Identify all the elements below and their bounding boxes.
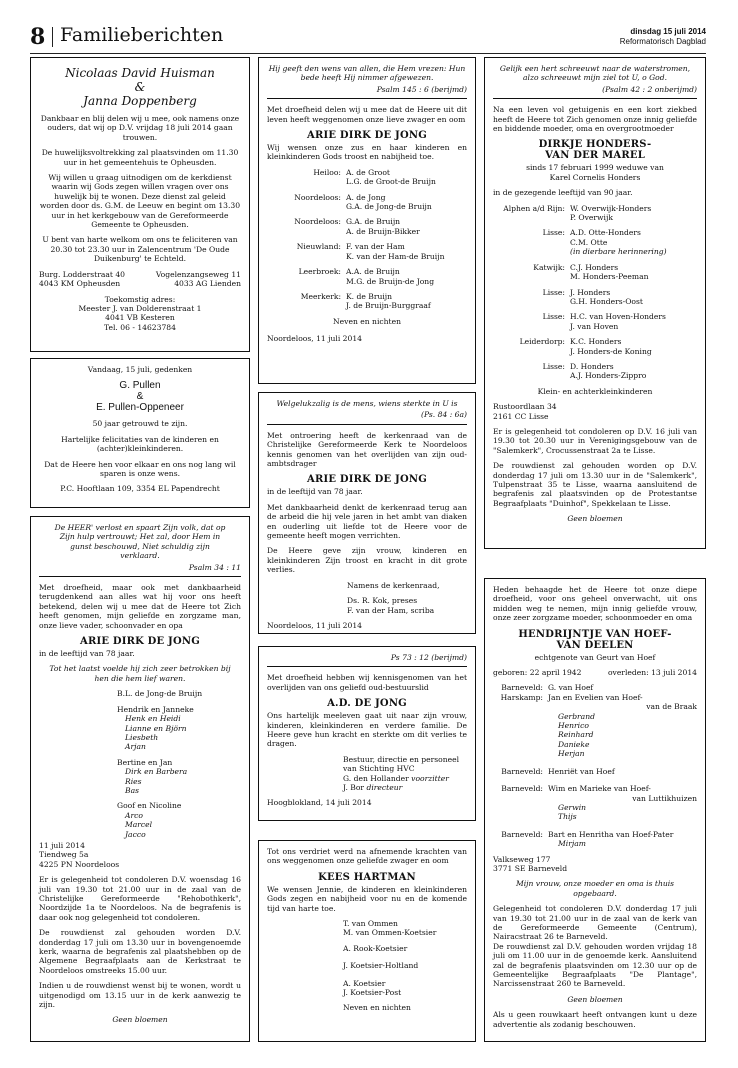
family-address bbox=[39, 841, 241, 869]
anniversary-text-2: Hartelijke felicitaties van de kinderen en (achter)kleinkinderen. bbox=[61, 434, 219, 454]
address-street: Rustoordlaan 34 bbox=[493, 402, 557, 412]
relative-name: T. van Ommen bbox=[343, 919, 398, 929]
relatives-list bbox=[343, 919, 467, 1013]
grandchild: Ries bbox=[125, 776, 142, 786]
wedding-text-4: U bent van harte welkom om ons te feliciteren van 20.30 tot 23.30 uur in Zalencentrum 'De Oude Duikenburg' te Echteld. bbox=[42, 235, 238, 264]
grandchildren-signature: Klein- en achterkleinkinderen bbox=[537, 386, 653, 396]
relative-name: K. van der Ham-de Bruijn bbox=[346, 251, 445, 261]
relative-row bbox=[493, 683, 697, 692]
condolence-info: Er is gelegenheid tot condoleren D.V. woensdag 16 juli van 19.30 tot 21.00 uur in de zaal van de Christelijke Gereformeerde "Rehobothkerk", Noordzijde 1a te Noordeloos. Na de begrafenis is daar ook nog gelegenheid tot condoleren. bbox=[39, 875, 241, 922]
obituary-ad-de-jong bbox=[258, 646, 476, 821]
relative-name: D. Honders bbox=[570, 361, 614, 371]
psalm-quote: Hij geeft den wens van allen, die Hem vrezen: Hun bede heeft Hij nimmer afgewezen. bbox=[268, 64, 466, 83]
relative-row bbox=[493, 693, 697, 759]
wedding-text-3: Wij willen u graag uitnodigen om de kerkdienst waarin wij Gods zegen willen vragen over ons huwelijk bij te wonen. Deze dienst zal geleid worden door ds. G.M. de Leeuw en begint om 13.30 uur in het kerkgebouw van de Gereformeerde Gemeente te Opheusden. bbox=[39, 173, 241, 230]
obituary-de-jong-family bbox=[30, 516, 250, 1042]
psalm-quote: Gelijk een hert schreeuwt naar de waterstromen, alzo schreeuwt mijn ziel tot U, o God. bbox=[499, 64, 691, 83]
grandchild: Thijs bbox=[558, 812, 577, 822]
deceased-name: ARIE DIRK DE JONG bbox=[80, 636, 200, 648]
deceased-name: A.D. DE JONG bbox=[327, 698, 407, 710]
future-address-city: 4041 VB Kesteren bbox=[105, 313, 175, 323]
relative-name: van de Braak bbox=[646, 702, 697, 712]
relative-place: Nieuwland: bbox=[296, 242, 341, 252]
relative-name: J. Honders-de Koning bbox=[570, 346, 652, 356]
relative-name: G.A. de Bruijn bbox=[346, 217, 401, 227]
relative-place: Heiloo: bbox=[313, 167, 341, 177]
relative-place: Lisse: bbox=[542, 287, 565, 297]
relative-name: Wim en Marieke van Hoef- bbox=[548, 784, 651, 794]
relative-name: M.G. de Bruijn-de Jong bbox=[346, 276, 435, 286]
relative-place: Barneveld: bbox=[501, 766, 543, 776]
quote-rule bbox=[39, 576, 241, 577]
groom-name: Nicolaas David Huisman bbox=[65, 66, 215, 80]
relative-row bbox=[267, 193, 444, 212]
funeral-info: De rouwdienst zal gehouden worden op D.V. donderdag 17 juli om 13.30 uur in de "Salemkerk", Tulpenstraat 35 te Lisse, waarna aansluitend de begrafenis zal plaatsvinden op de Protestantse Begraafplaats "Duinhof", Spekkelaan te Lisse. bbox=[493, 461, 697, 508]
relative-name: C.J. Honders bbox=[570, 262, 619, 272]
cousins-signature: Neven en nichten bbox=[343, 1003, 411, 1013]
life-dates bbox=[493, 668, 697, 677]
widow-name: B.L. de Jong-de Bruijn bbox=[117, 689, 203, 699]
relative-name: F. van der Ham bbox=[346, 242, 405, 252]
relative-name: A. de Bruijn-Bikker bbox=[346, 226, 420, 236]
ampersand: & bbox=[134, 80, 146, 94]
address-city: 3771 SE Barneveld bbox=[493, 863, 568, 873]
relative-row bbox=[493, 288, 667, 307]
relative-row bbox=[493, 312, 667, 331]
future-address-phone: Tel. 06 - 14623784 bbox=[104, 322, 176, 332]
relative-name: A.A. de Bruijn bbox=[346, 267, 400, 277]
family-list bbox=[117, 689, 241, 839]
newspaper-name: Reformatorisch Dagblad bbox=[619, 37, 706, 46]
relative-place: Noordeloos: bbox=[294, 192, 341, 202]
deceased-name-line-2: VAN DER MAREL bbox=[545, 150, 645, 162]
page-number: 8 bbox=[30, 24, 46, 50]
obituary-text-1: Tot ons verdriet werd na afnemende krachten van ons weggenomen onze geliefde zwager en oom bbox=[267, 847, 467, 866]
relative-name: G.A. de Jong-de Bruijn bbox=[346, 202, 432, 212]
place-date: Noordeloos, 11 juli 2014 bbox=[267, 334, 362, 344]
address-right-street: Vogelenzangseweg 11 bbox=[155, 269, 241, 279]
obituary-de-jong-siblings bbox=[258, 57, 476, 384]
relative-name: K.C. Honders bbox=[570, 337, 622, 347]
quote-rule bbox=[267, 98, 467, 99]
grandchild: Liesbeth bbox=[125, 732, 159, 742]
relative-place: Harskamp: bbox=[500, 692, 543, 702]
family-address bbox=[493, 402, 697, 421]
no-flowers: Geen bloemen bbox=[112, 1015, 168, 1025]
family-children-3 bbox=[125, 811, 241, 839]
spouse-line: echtgenote van Geurt van Hoef bbox=[534, 652, 656, 662]
obituary-hartman bbox=[258, 840, 476, 1042]
anniversary-announcement bbox=[30, 358, 250, 508]
psalm-reference: Ps 73 : 12 (berijmd) bbox=[390, 653, 467, 662]
relative-place: Barneveld: bbox=[501, 829, 543, 839]
grandchild: Herjan bbox=[558, 749, 585, 759]
age-line: in de gezegende leeftijd van 90 jaar. bbox=[493, 188, 633, 198]
obituary-text-1: Met droefheid hebben wij kennisgenomen van het overlijden van ons geliefd oud-bestuurslid bbox=[267, 673, 467, 692]
psalm-quote: Welgelukzalig is de mens, wiens sterkte in U is bbox=[276, 399, 458, 408]
family-address bbox=[493, 855, 697, 874]
signer-role: voorzitter bbox=[411, 773, 449, 783]
signature-line: Ds. R. Kok, preses bbox=[347, 596, 418, 606]
late-husband: Karel Cornelis Honders bbox=[549, 172, 641, 182]
funeral-info: De rouwdienst zal gehouden worden D.V. donderdag 17 juli om 13.30 uur in bovengenoemde kerk, waarna de begrafenis zal plaatshebben op de Algemene Begraafplaats aan de Kerkstraat te Noordeloos omstreeks 15.00 uur. bbox=[39, 928, 241, 975]
family-head-1: Hendrik en Janneke bbox=[117, 704, 194, 714]
obituary-text-1: Heden behaagde het de Heere tot onze diepe droefheid, voor ons geheel onverwacht, uit ons midden weg te nemen, mijn innig geliefde vrouw, onze zeer zorgzame moeder, schoonmoeder en oma bbox=[493, 585, 697, 623]
relative-row bbox=[493, 784, 697, 822]
obituary-van-hoef bbox=[484, 578, 706, 1042]
remembrance-line: Tot het laatst voelde hij zich zeer betrokken bij hen die hem lief waren. bbox=[49, 664, 231, 683]
relative-row bbox=[493, 204, 667, 223]
obituary-honders bbox=[484, 57, 706, 549]
obituary-de-jong-church bbox=[258, 392, 476, 634]
quote-rule bbox=[493, 98, 697, 99]
family-head-2: Bertine en Jan bbox=[117, 757, 173, 767]
no-flowers: Geen bloemen bbox=[567, 514, 623, 524]
signer-name: G. den Hollander bbox=[343, 773, 412, 783]
future-address bbox=[39, 295, 241, 333]
address-city: 2161 CC Lisse bbox=[493, 411, 549, 421]
no-flowers: Geen bloemen bbox=[567, 994, 623, 1004]
relative-name: A. de Jong bbox=[346, 192, 386, 202]
relative-name: A. de Groot bbox=[346, 167, 390, 177]
relative-name: A.J. Honders-Zippro bbox=[570, 371, 647, 381]
wedding-text-1: Dankbaar en blij delen wij u mee, ook namens onze ouders, dat wij op D.V. vrijdag 18 juli 2014 gaan trouwen. bbox=[40, 114, 240, 142]
deceased-name: ARIE DIRK DE JONG bbox=[307, 130, 427, 142]
grandchild: Danieke bbox=[558, 739, 590, 749]
anniversary-address: P.C. Hooftlaan 109, 3354 EL Papendrecht bbox=[60, 484, 220, 494]
signature-line: van Stichting HVC bbox=[343, 764, 415, 774]
grandchild: Henk en Heidi bbox=[125, 714, 181, 724]
obituary-text-1: Met ontroering heeft de kerkenraad van de Christelijke Gereformeerde Kerk te Noordeloos kennis genomen van het overlijden van zijn oud-ambtsdrager bbox=[267, 430, 467, 469]
relative-place: Alphen a/d Rijn: bbox=[503, 203, 565, 213]
issue-date: dinsdag 15 juli 2014 bbox=[630, 27, 706, 36]
family-head-3: Goof en Nicoline bbox=[117, 801, 182, 811]
grandchild: Arjan bbox=[125, 742, 146, 752]
relative-name: W. Overwijk-Honders bbox=[570, 203, 652, 213]
relative-place: Katwijk: bbox=[533, 262, 565, 272]
family-children-2 bbox=[125, 767, 241, 795]
grandchild: Reinhard bbox=[558, 730, 594, 740]
relative-row bbox=[267, 168, 444, 187]
obituary-text-1: Na een leven vol getuigenis en een kort ziekbed heeft de Heere tot Zich genomen onze innig geliefde en biddende moeder, oma en overgrootmoeder bbox=[493, 105, 697, 134]
anniversary-text-1: 50 jaar getrouwd te zijn. bbox=[92, 419, 188, 429]
deceased-name-line-2: VAN DEELEN bbox=[556, 639, 634, 651]
relative-name: L.G. de Groot-de Bruijn bbox=[346, 177, 436, 187]
grandchild: Marcel bbox=[125, 820, 153, 830]
obituary-text-1: Met droefheid delen wij u mee dat de Heere uit dit leven heeft weggenomen onze lieve zwager en oom bbox=[267, 105, 467, 124]
relative-name: J. de Bruijn-Burggraaf bbox=[346, 301, 431, 311]
relative-row bbox=[267, 292, 444, 311]
relative-name: M. Honders-Peeman bbox=[570, 272, 649, 282]
signer-role: directeur bbox=[366, 783, 403, 793]
psalm-reference: Psalm 145 : 6 (berijmd) bbox=[376, 84, 467, 94]
relative-row bbox=[267, 217, 444, 236]
address-street: Tiendweg 5a bbox=[39, 850, 89, 860]
relative-place: Leerbroek: bbox=[298, 267, 341, 277]
widow-since: sinds 17 februari 1999 weduwe van bbox=[526, 163, 664, 173]
address-left-city: 4043 KM Opheusden bbox=[39, 279, 121, 289]
relative-row bbox=[493, 228, 667, 256]
relative-row bbox=[493, 767, 697, 776]
bride-name: Janna Doppenberg bbox=[83, 94, 197, 108]
anniversary-intro: Vandaag, 15 juli, gedenken bbox=[87, 365, 193, 374]
grandchild: Gerbrand bbox=[558, 711, 595, 721]
age-line: in de leeftijd van 78 jaar. bbox=[267, 487, 363, 497]
obituary-text-3: De Heere geve zijn vrouw, kinderen en kleinkinderen Zijn troost en kracht in dit grote verlies. bbox=[267, 546, 467, 575]
relative-place: Lisse: bbox=[542, 228, 565, 238]
family-children-1 bbox=[125, 714, 241, 752]
quote-rule bbox=[267, 424, 467, 425]
psalm-reference: Psalm 34 : 11 bbox=[188, 562, 241, 572]
future-address-label: Toekomstig adres: bbox=[104, 294, 176, 304]
relative-name: G.H. Honders-Oost bbox=[570, 296, 643, 306]
mourning-card-note: Als u geen rouwkaart heeft ontvangen kunt u deze advertentie als zodanig beschouwen. bbox=[493, 1010, 697, 1029]
relative-name: H.C. van Hoven-Honders bbox=[570, 312, 666, 322]
service-info: Indien u de rouwdienst wenst bij te wonen, wordt u uitgenodigd om 13.15 uur in de kerk aanwezig te zijn. bbox=[39, 981, 241, 1010]
council-signature bbox=[347, 581, 467, 615]
relative-name: A. Koetsier bbox=[343, 978, 386, 988]
relative-name: Bart en Henritha van Hoef-Pater bbox=[548, 829, 674, 839]
address-left-street: Burg. Lodderstraat 40 bbox=[39, 269, 126, 279]
quote-rule bbox=[267, 666, 467, 667]
relatives-table bbox=[493, 204, 667, 381]
grandchildren bbox=[558, 712, 697, 759]
signer-name: J. Bor bbox=[343, 783, 367, 793]
obituary-text-1: Met droefheid, maar ook met dankbaarheid terugdenkend aan alles wat hij voor ons heeft betekend, delen wij u mee dat de Heere tot Zich heeft genomen, mijn geliefde en zorgzame man, onze lieve vader, schoonvader en opa bbox=[39, 583, 241, 630]
relative-row bbox=[493, 263, 667, 282]
relative-name: Henriët van Hoef bbox=[548, 766, 615, 776]
relative-place: Lisse: bbox=[542, 361, 565, 371]
age-line: in de leeftijd van 78 jaar. bbox=[39, 649, 135, 659]
relative-name: van Luttikhuizen bbox=[632, 793, 697, 803]
relative-name: J. van Hoven bbox=[570, 321, 619, 331]
relative-place: Lisse: bbox=[542, 312, 565, 322]
psalm-reference: (Psalm 42 : 2 onberijmd) bbox=[602, 84, 697, 94]
header-rule bbox=[30, 53, 706, 54]
obituary-text-2: We wensen Jennie, de kinderen en kleinkinderen Gods zegen en nabijheid voor nu en de komende tijd van harte toe. bbox=[267, 884, 467, 913]
birth-date: geboren: 22 april 1942 bbox=[493, 668, 582, 678]
funeral-info: De rouwdienst zal D.V. gehouden worden vrijdag 18 juli om 11.00 uur in de genoemde kerk. Aansluitend zal de begrafenis plaatsvinden om 12.30 uur op de Gemeentelijke Begraafplaats "De Plantage", Narcissenstraat 260 te Barneveld. bbox=[493, 941, 697, 989]
page-header bbox=[30, 24, 706, 50]
ampersand: & bbox=[136, 391, 144, 403]
psalm-reference: (Ps. 84 : 6a) bbox=[421, 410, 467, 420]
wedding-text-2: De huwelijksvoltrekking zal plaatsvinden om 11.30 uur in het gemeentehuis te Opheusden. bbox=[41, 148, 239, 167]
deceased-name: KEES HARTMAN bbox=[318, 871, 416, 883]
grandchild: Bas bbox=[125, 785, 140, 795]
dateline bbox=[620, 27, 706, 47]
relatives-table bbox=[267, 168, 444, 311]
grandchild: Henrico bbox=[558, 721, 589, 731]
in-memoriam-note: (in dierbare herinnering) bbox=[570, 247, 667, 257]
place-date: Noordeloos, 11 juli 2014 bbox=[267, 620, 362, 630]
address-date: 11 juli 2014 bbox=[39, 840, 85, 850]
header-divider bbox=[52, 27, 53, 47]
board-signature bbox=[343, 755, 467, 793]
condolence-info: Er is gelegenheid tot condoleren op D.V. 16 juli van 19.30 tot 20.30 uur in Verenigingsgebouw van de "Salemkerk", Crocussenstraat 2a te Lisse. bbox=[493, 426, 697, 455]
obituary-text-2: Ons hartelijk meeleven gaat uit naar zijn vrouw, kinderen, kleinkinderen en verdere familie. De Heere geve hun kracht en sterkte om dit verlies te dragen. bbox=[267, 711, 467, 749]
obituary-text-2: Wij wensen onze zus en haar kinderen en kleinkinderen Gods troost en nabijheid toe. bbox=[267, 143, 467, 162]
relative-name: J. Koetsier-Post bbox=[343, 988, 402, 998]
relative-place: Noordeloos: bbox=[294, 217, 341, 227]
deceased-name: ARIE DIRK DE JONG bbox=[307, 474, 427, 486]
condolence-info: Gelegenheid tot condoleren D.V. donderdag 17 juli van 19.30 tot 21.00 uur in de zaal van de kerk van de Gereformeerde Gemeente (Centrum), Nairacstraat 26 te Barneveld. bbox=[493, 904, 697, 942]
section-title: Familieberichten bbox=[60, 24, 224, 46]
lying-in-state: Mijn vrouw, onze moeder en oma is thuis opgebaard. bbox=[515, 879, 675, 898]
relative-name: M. van Ommen-Koetsier bbox=[343, 928, 437, 938]
relative-name: A. Rook-Koetsier bbox=[343, 943, 408, 953]
death-date: overleden: 13 juli 2014 bbox=[607, 668, 697, 678]
relative-name: C.M. Otte bbox=[570, 237, 608, 247]
grandchild: Jacco bbox=[125, 829, 146, 839]
relatives-table bbox=[493, 683, 697, 848]
signature-line bbox=[343, 783, 467, 792]
future-address-street: Meester J. van Dolderenstraat 1 bbox=[78, 303, 202, 313]
relative-row bbox=[267, 267, 444, 286]
anniversary-text-3: Dat de Heere hen voor elkaar en ons nog lang wil sparen is onze wens. bbox=[44, 459, 236, 479]
address-right-city: 4033 AG Lienden bbox=[174, 279, 241, 289]
address-street: Valkseweg 177 bbox=[493, 854, 551, 864]
relative-place: Meerkerk: bbox=[300, 291, 341, 301]
signature-line: Namens de kerkenraad, bbox=[347, 580, 440, 590]
relative-name: K. de Bruijn bbox=[346, 291, 393, 301]
signature-line bbox=[343, 774, 467, 783]
relative-row bbox=[493, 337, 667, 356]
relative-place: Barneveld: bbox=[501, 784, 543, 794]
cousins-signature: Neven en nichten bbox=[333, 316, 401, 326]
grandchildren bbox=[558, 803, 697, 822]
place-date: Hoogblokland, 14 juli 2014 bbox=[267, 798, 372, 808]
relative-row bbox=[493, 830, 697, 849]
grandchildren bbox=[558, 839, 697, 848]
signature-line: F. van der Ham, scriba bbox=[347, 605, 435, 615]
relative-name: Jan en Evelien van Hoef- bbox=[548, 692, 643, 702]
obituary-text-2: Met dankbaarheid denkt de kerkenraad terug aan de arbeid die hij vele jaren in het ambt van diaken en ouderling uit liefde tot de Heere voor de gemeente heeft mogen verrichten. bbox=[267, 502, 467, 541]
relative-row bbox=[493, 362, 667, 381]
deceased-name-line-1: DIRKJE HONDERS- bbox=[538, 139, 652, 151]
relative-row bbox=[267, 242, 444, 261]
husband-name: G. Pullen bbox=[119, 380, 161, 392]
grandchild: Gerwin bbox=[558, 802, 587, 812]
deceased-name-line-1: HENDRIJNTJE VAN HOEF- bbox=[518, 628, 672, 640]
grandchild: Dirk en Barbera bbox=[125, 767, 188, 777]
relative-name: G. van Hoef bbox=[548, 683, 594, 693]
relative-name: J. Honders bbox=[570, 287, 611, 297]
grandchild: Mirjam bbox=[558, 839, 586, 849]
relative-place: Barneveld: bbox=[501, 683, 543, 693]
psalm-quote: De HEER' verlost en spaart Zijn volk, dat op Zijn hulp vertrouwt; Het zal, door Hem in gunst beschouwd, Niet schuldig zijn verklaard. bbox=[54, 523, 226, 561]
grandchild: Arco bbox=[125, 810, 143, 820]
relative-name: A.D. Otte-Honders bbox=[570, 228, 641, 238]
relative-name: J. Koetsier-Holtland bbox=[343, 961, 419, 971]
parent-addresses bbox=[39, 270, 241, 289]
grandchild: Lianne en Björn bbox=[125, 723, 187, 733]
wife-name: E. Pullen-Oppeneer bbox=[96, 402, 184, 414]
address-city: 4225 PN Noordeloos bbox=[39, 859, 120, 869]
signature-line: Bestuur, directie en personeel bbox=[343, 754, 460, 764]
wedding-announcement bbox=[30, 57, 250, 352]
relative-name: P. Overwijk bbox=[570, 213, 613, 223]
relative-place: Leiderdorp: bbox=[519, 337, 565, 347]
